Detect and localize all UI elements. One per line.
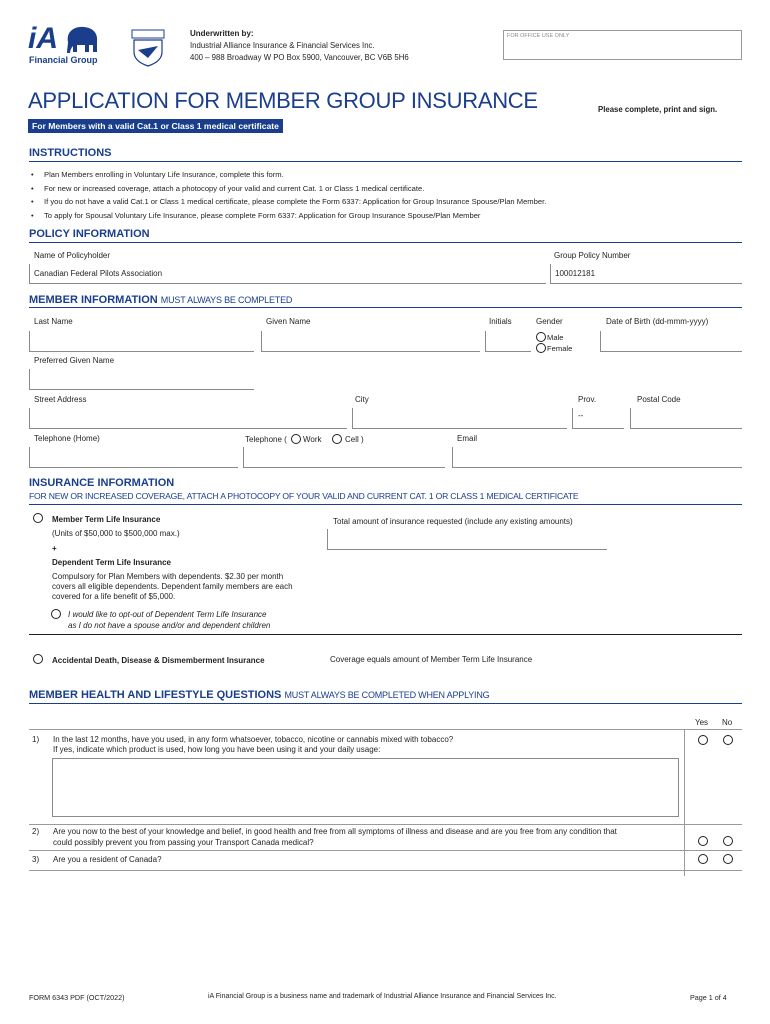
dependent-desc-2: covers all eligible dependents. Dependent family members are each — [52, 582, 293, 591]
page-number: Page 1 of 4 — [690, 993, 727, 1002]
insurance-subheading: FOR NEW OR INCREASED COVERAGE, ATTACH A PHOTOCOPY OF YOUR VALID AND CURRENT CAT. 1 OR CLASS 1 MEDICAL CERTIFICATE — [29, 491, 579, 501]
dependent-life-label: Dependent Term Life Insurance — [52, 558, 171, 567]
question-2-no-radio[interactable] — [723, 836, 733, 846]
optout-text-2: as I do not have a spouse and/or and dependent children — [68, 621, 271, 630]
yes-column-header: Yes — [695, 718, 709, 727]
optout-radio[interactable] — [51, 609, 61, 619]
company-logo — [28, 22, 108, 68]
question-2-text: Are you now to the best of your knowledge and belief, in good health and free from all symptoms of illness and disease and are you free from any condition that — [53, 827, 617, 836]
question-1-yes-radio[interactable] — [698, 735, 708, 745]
gender-male-radio[interactable] — [536, 332, 546, 342]
question-divider — [29, 850, 742, 851]
eligibility-banner: For Members with a valid Cat.1 or Class 1 medical certificate — [28, 119, 283, 133]
gender-male-label: Male — [547, 333, 564, 342]
email-label: Email — [457, 434, 478, 443]
city-label: City — [355, 395, 369, 404]
instruction-item: • To apply for Spousal Voluntary Life Insurance, please complete Form 6337: Application for Group Insurance Spouse/Plan Member — [31, 209, 546, 223]
phone-work-radio[interactable] — [291, 434, 301, 444]
dob-input[interactable] — [600, 331, 742, 352]
question-3-yes-radio[interactable] — [698, 854, 708, 864]
health-rule — [29, 703, 742, 704]
phone-other-input[interactable] — [243, 447, 445, 468]
add-insurance-label: Accidental Death, Disease & Dismemberment Insurance — [52, 656, 265, 665]
term-life-radio[interactable] — [33, 513, 43, 523]
gender-label: Gender — [536, 317, 563, 326]
member-rule — [29, 307, 742, 308]
question-1-number: 1) — [32, 735, 40, 744]
office-use-label: FOR OFFICE USE ONLY — [507, 33, 570, 39]
add-insurance-radio[interactable] — [33, 654, 43, 664]
underwriter-address: 400 – 988 Broadway W PO Box 5900, Vancouver, BC V6B 5H6 — [190, 53, 409, 62]
question-1-no-radio[interactable] — [723, 735, 733, 745]
policyholder-label: Name of Policyholder — [34, 251, 111, 260]
answer-column-left-line — [684, 729, 685, 876]
question-3-text: Are you a resident of Canada? — [53, 855, 162, 864]
group-policy-label: Group Policy Number — [554, 251, 631, 260]
question-3-number: 3) — [32, 855, 40, 864]
phone-type-label: Telephone ( — [245, 435, 287, 444]
elephant-logo-icon — [64, 24, 100, 54]
policyholder-field[interactable] — [29, 264, 546, 284]
total-amount-input[interactable] — [327, 529, 607, 550]
office-use-box — [503, 30, 742, 60]
given-name-input[interactable] — [261, 331, 480, 352]
question-2-text-cont: could possibly prevent you from passing your Transport Canada medical? — [53, 838, 314, 847]
insurance-rule — [29, 504, 742, 505]
phone-home-input[interactable] — [29, 447, 238, 468]
prov-value: -- — [578, 411, 584, 420]
term-life-units: (Units of $50,000 to $500,000 max.) — [52, 529, 180, 538]
policyholder-value: Canadian Federal Pilots Association — [34, 269, 163, 278]
health-heading-text: MEMBER HEALTH AND LIFESTYLE QUESTIONS — [29, 689, 282, 701]
question-divider — [29, 824, 742, 825]
page-title: APPLICATION FOR MEMBER GROUP INSURANCE — [28, 88, 538, 113]
member-heading — [29, 294, 292, 306]
city-input[interactable] — [352, 408, 567, 429]
prov-select[interactable] — [572, 408, 624, 429]
street-input[interactable] — [29, 408, 347, 429]
underwritten-label: Underwritten by: — [190, 29, 254, 38]
member-heading-text: MEMBER INFORMATION — [29, 294, 158, 306]
policy-rule — [29, 242, 742, 243]
insurance-heading: INSURANCE INFORMATION — [29, 477, 175, 489]
instructions-heading: INSTRUCTIONS — [29, 147, 112, 159]
complete-print-sign-note: Please complete, print and sign. — [598, 105, 718, 114]
prov-label: Prov. — [578, 395, 597, 404]
dependent-desc-1: Compulsory for Plan Members with dependents. $2.30 per month — [52, 572, 284, 581]
preferred-name-input[interactable] — [29, 369, 254, 390]
insurance-divider — [29, 634, 742, 635]
phone-work-label: Work — [303, 435, 322, 444]
policy-heading: POLICY INFORMATION — [29, 228, 150, 240]
health-heading — [29, 689, 489, 701]
question-1-text: In the last 12 months, have you used, in any form whatsoever, tobacco, nicotine or cannabis mixed with tobacco? — [53, 735, 454, 744]
add-insurance-note: Coverage equals amount of Member Term Life Insurance — [330, 655, 533, 664]
phone-cell-radio[interactable] — [332, 434, 342, 444]
health-heading-sub: MUST ALWAYS BE COMPLETED WHEN APPLYING — [284, 690, 490, 700]
email-input[interactable] — [452, 447, 742, 468]
pilots-association-seal-icon — [130, 28, 166, 68]
plus-sign: + — [52, 544, 57, 553]
no-column-header: No — [722, 718, 733, 727]
trademark-notice: iA Financial Group is a business name and trademark of Industrial Alliance Insurance and Financial Services Inc. — [208, 993, 557, 1000]
preferred-name-label: Preferred Given Name — [34, 356, 115, 365]
question-1-details-box[interactable] — [52, 758, 679, 817]
underwriter-name: Industrial Alliance Insurance & Financial Services Inc. — [190, 41, 375, 50]
postal-label: Postal Code — [637, 395, 681, 404]
dob-label: Date of Birth (dd-mmm-yyyy) — [606, 317, 709, 326]
header-divider — [29, 729, 742, 730]
form-number: FORM 6343 PDF (OCT/2022) — [29, 993, 125, 1002]
gender-female-label: Female — [547, 344, 573, 353]
question-2-yes-radio[interactable] — [698, 836, 708, 846]
total-amount-label: Total amount of insurance requested (include any existing amounts) — [333, 517, 573, 526]
postal-input[interactable] — [630, 408, 742, 429]
instructions-list — [31, 168, 546, 222]
dependent-desc-3: covered for a life benefit of $5,000. — [52, 592, 176, 601]
initials-label: Initials — [489, 317, 512, 326]
question-1-followup: If yes, indicate which product is used, how long you have been using it and your daily usage: — [53, 745, 381, 754]
instructions-rule — [29, 161, 742, 162]
instruction-item: • If you do not have a valid Cat.1 or Class 1 medical certificate, please complete the Form 6337: Application for Group Insurance Spouse/Plan Member. — [31, 195, 546, 209]
optout-text-1: I would like to opt-out of Dependent Term Life Insurance — [68, 610, 267, 619]
initials-input[interactable] — [485, 331, 531, 352]
phone-cell-label: Cell ) — [345, 435, 364, 444]
instruction-item: • For new or increased coverage, attach a photocopy of your valid and current Cat. 1 or Class 1 medical certificate. — [31, 182, 546, 196]
last-name-input[interactable] — [29, 331, 254, 352]
question-2-number: 2) — [32, 827, 40, 836]
street-label: Street Address — [34, 395, 87, 404]
last-name-label: Last Name — [34, 317, 73, 326]
question-divider — [29, 870, 742, 871]
group-policy-field[interactable] — [550, 264, 742, 284]
group-policy-value: 100012181 — [555, 269, 596, 278]
given-name-label: Given Name — [266, 317, 311, 326]
member-heading-sub: MUST ALWAYS BE COMPLETED — [160, 295, 293, 305]
question-3-no-radio[interactable] — [723, 854, 733, 864]
phone-home-label: Telephone (Home) — [34, 434, 100, 443]
gender-female-radio[interactable] — [536, 343, 546, 353]
instruction-item: • Plan Members enrolling in Voluntary Life Insurance, complete this form. — [31, 168, 546, 182]
term-life-label: Member Term Life Insurance — [52, 515, 161, 524]
logo-ia-text: iA — [28, 22, 58, 55]
logo-subtitle: Financial Group — [29, 55, 98, 65]
